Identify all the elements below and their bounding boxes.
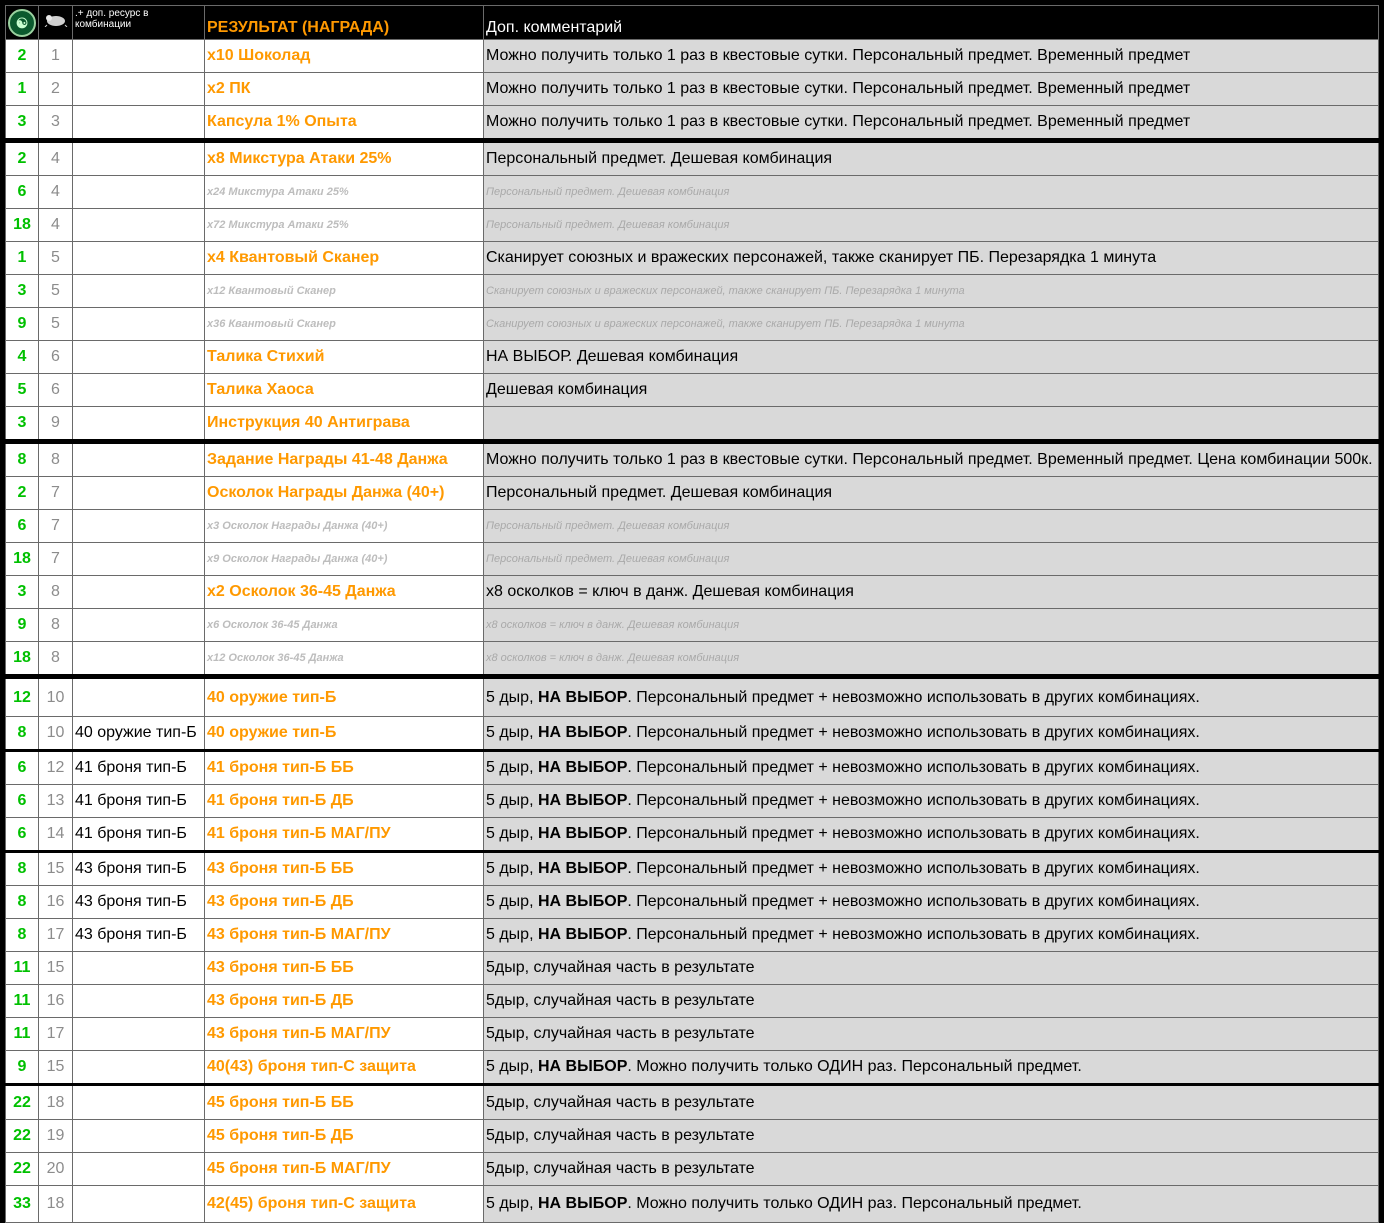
comment-cell: [484, 275, 1379, 308]
comment-cell: [484, 407, 1379, 442]
result-cell: x6 Осколок 36-45 Данжа: [205, 609, 484, 642]
comment-text: 5 дыр,: [486, 926, 538, 943]
comment-choice-label: НА ВЫБОР: [537, 926, 628, 943]
comment-text: Можно получить только 1 раз в квестовые сутки. Персональный предмет. Временный предмет. Цена комбинации 500к.: [486, 451, 1373, 468]
extra-resource-cell: 43 броня тип-Б: [73, 886, 205, 919]
quantity-cell: 6: [6, 510, 39, 543]
index-cell: 4: [39, 176, 73, 209]
comment-cell: [484, 576, 1379, 609]
table-row: [6, 1051, 1379, 1085]
green-emblem-icon: ☯: [8, 9, 36, 37]
index-cell: 12: [39, 751, 73, 785]
extra-resource-cell: 41 броня тип-Б: [73, 751, 205, 785]
index-cell: 18: [39, 1186, 73, 1223]
extra-resource-cell: [73, 1153, 205, 1186]
comment-cell: [484, 1153, 1379, 1186]
comment-text: Сканирует союзных и вражеских персонажей, также сканирует ПБ. Перезарядка 1 минута: [486, 285, 965, 297]
index-cell: 10: [39, 677, 73, 717]
index-cell: 16: [39, 985, 73, 1018]
result-cell: x12 Квантовый Сканер: [205, 275, 484, 308]
comment-text: 5 дыр,: [486, 688, 538, 706]
comment-choice-label: НА ВЫБОР: [537, 860, 628, 877]
comment-cell: [484, 374, 1379, 407]
comment-text-rest: . Персональный предмет + невозможно использовать в других комбинациях.: [627, 688, 1200, 706]
comment-text: x8 осколков = ключ в данж. Дешевая комбинация: [486, 652, 740, 664]
index-cell: 4: [39, 209, 73, 242]
extra-resource-cell: 41 броня тип-Б: [73, 785, 205, 818]
result-cell: 41 броня тип-Б ББ: [205, 751, 484, 785]
comment-choice-label: НА ВЫБОР: [537, 792, 628, 809]
comment-cell: [484, 141, 1379, 176]
result-cell: 40 оружие тип-Б: [205, 717, 484, 751]
table-row: [6, 852, 1379, 886]
result-cell: 43 броня тип-Б МАГ/ПУ: [205, 919, 484, 952]
extra-resource-cell: [73, 242, 205, 275]
comment-text-rest: . Персональный предмет + невозможно использовать в других комбинациях.: [627, 926, 1200, 943]
result-cell: x36 Квантовый Сканер: [205, 308, 484, 341]
comment-cell: [484, 1018, 1379, 1051]
quantity-cell: 18: [6, 543, 39, 576]
comment-text: Сканирует союзных и вражеских персонажей, также сканирует ПБ. Перезарядка 1 минута: [486, 249, 1157, 266]
extra-resource-cell: [73, 985, 205, 1018]
extra-resource-cell: 43 броня тип-Б: [73, 852, 205, 886]
extra-resource-cell: [73, 374, 205, 407]
extra-resource-cell: [73, 308, 205, 341]
index-cell: 7: [39, 543, 73, 576]
table-row: [6, 677, 1379, 717]
table-row: [6, 609, 1379, 642]
extra-resource-cell: [73, 1085, 205, 1120]
result-cell: 43 броня тип-Б МАГ/ПУ: [205, 1018, 484, 1051]
table-row: [6, 141, 1379, 176]
quantity-cell: 8: [6, 442, 39, 477]
table-row: [6, 106, 1379, 141]
comment-text: 5 дыр,: [486, 724, 538, 741]
comment-cell: [484, 609, 1379, 642]
quantity-cell: 1: [6, 73, 39, 106]
comment-cell: [484, 717, 1379, 751]
result-cell: 43 броня тип-Б ББ: [205, 952, 484, 985]
index-cell: 17: [39, 919, 73, 952]
comment-cell: [484, 1085, 1379, 1120]
comment-cell: [484, 176, 1379, 209]
header-beetle-cell: [39, 6, 73, 40]
result-cell: x9 Осколок Награды Данжа (40+): [205, 543, 484, 576]
table-body: [6, 40, 1379, 1223]
table-row: [6, 1018, 1379, 1051]
extra-resource-cell: [73, 1186, 205, 1223]
result-cell: Талика Стихий: [205, 341, 484, 374]
result-cell: Талика Хаоса: [205, 374, 484, 407]
result-cell: x2 ПК: [205, 73, 484, 106]
table-row: [6, 1153, 1379, 1186]
result-cell: Капсула 1% Опыта: [205, 106, 484, 141]
table-row: [6, 543, 1379, 576]
result-cell: 41 броня тип-Б ДБ: [205, 785, 484, 818]
quantity-cell: 9: [6, 1051, 39, 1085]
table-row: [6, 919, 1379, 952]
result-cell: 43 броня тип-Б ДБ: [205, 886, 484, 919]
quantity-cell: 3: [6, 106, 39, 141]
comment-text: Персональный предмет. Дешевая комбинация: [486, 219, 730, 231]
comment-text: x8 осколков = ключ в данж. Дешевая комбинация: [486, 583, 854, 600]
comment-text: 5 дыр,: [486, 860, 538, 877]
table-row: [6, 785, 1379, 818]
comment-text: Персональный предмет. Дешевая комбинация: [486, 520, 730, 532]
result-cell: x3 Осколок Награды Данжа (40+): [205, 510, 484, 543]
comment-text: Можно получить только 1 раз в квестовые сутки. Персональный предмет. Временный предмет: [486, 113, 1191, 130]
comment-choice-label: НА ВЫБОР: [537, 825, 628, 842]
index-cell: 20: [39, 1153, 73, 1186]
extra-resource-cell: 41 броня тип-Б: [73, 818, 205, 852]
comment-choice-label: НА ВЫБОР: [537, 1195, 628, 1212]
comment-cell: [484, 1120, 1379, 1153]
extra-resource-cell: [73, 1018, 205, 1051]
table-row: [6, 407, 1379, 442]
comment-choice-label: НА ВЫБОР: [537, 724, 628, 741]
comment-cell: [484, 677, 1379, 717]
index-cell: 15: [39, 852, 73, 886]
result-cell: 45 броня тип-Б ББ: [205, 1085, 484, 1120]
table-row: [6, 341, 1379, 374]
extra-resource-cell: [73, 442, 205, 477]
comment-cell: [484, 1051, 1379, 1085]
comment-cell: [484, 642, 1379, 677]
result-cell: 40 оружие тип-Б: [205, 677, 484, 717]
quantity-cell: 6: [6, 176, 39, 209]
table-row: [6, 308, 1379, 341]
index-cell: 1: [39, 40, 73, 73]
comment-cell: [484, 952, 1379, 985]
index-cell: 7: [39, 510, 73, 543]
index-cell: 4: [39, 141, 73, 176]
index-cell: 5: [39, 275, 73, 308]
table-row: [6, 477, 1379, 510]
comment-choice-label: НА ВЫБОР: [537, 1058, 628, 1075]
table-row: [6, 510, 1379, 543]
extra-resource-cell: [73, 510, 205, 543]
comment-cell: [484, 209, 1379, 242]
comment-text: 5дыр, случайная часть в результате: [486, 1093, 755, 1111]
index-cell: 8: [39, 642, 73, 677]
comment-text: Дешевая комбинация: [486, 381, 648, 398]
extra-resource-cell: [73, 407, 205, 442]
comment-text-rest: . Персональный предмет + невозможно использовать в других комбинациях.: [627, 759, 1200, 776]
index-cell: 5: [39, 242, 73, 275]
comment-text: НА ВЫБОР. Дешевая комбинация: [486, 348, 739, 365]
quantity-cell: 11: [6, 985, 39, 1018]
index-cell: 16: [39, 886, 73, 919]
comment-text: 5дыр, случайная часть в результате: [486, 1160, 755, 1177]
table-row: [6, 886, 1379, 919]
extra-resource-cell: [73, 275, 205, 308]
table-row: [6, 442, 1379, 477]
extra-resource-cell: [73, 73, 205, 106]
comment-cell: [484, 477, 1379, 510]
index-cell: 19: [39, 1120, 73, 1153]
quantity-cell: 12: [6, 677, 39, 717]
table-row: [6, 952, 1379, 985]
extra-resource-cell: [73, 543, 205, 576]
comment-text-rest: . Можно получить только ОДИН раз. Персональный предмет.: [627, 1058, 1082, 1075]
comment-text: Сканирует союзных и вражеских персонажей, также сканирует ПБ. Перезарядка 1 минута: [486, 318, 965, 330]
quantity-cell: 33: [6, 1186, 39, 1223]
combination-table: [5, 5, 1379, 1223]
index-cell: 18: [39, 1085, 73, 1120]
table-row: [6, 576, 1379, 609]
quantity-cell: 3: [6, 576, 39, 609]
result-cell: 41 броня тип-Б МАГ/ПУ: [205, 818, 484, 852]
result-cell: Осколок Награды Данжа (40+): [205, 477, 484, 510]
comment-text-rest: . Персональный предмет + невозможно использовать в других комбинациях.: [627, 860, 1200, 877]
comment-text: Можно получить только 1 раз в квестовые сутки. Персональный предмет. Временный предмет: [486, 80, 1191, 97]
table-row: [6, 209, 1379, 242]
table-row: [6, 40, 1379, 73]
index-cell: 14: [39, 818, 73, 852]
result-cell: x12 Осколок 36-45 Данжа: [205, 642, 484, 677]
quantity-cell: 3: [6, 275, 39, 308]
quantity-cell: 11: [6, 1018, 39, 1051]
comment-text: Персональный предмет. Дешевая комбинация: [486, 553, 730, 565]
extra-resource-cell: [73, 576, 205, 609]
extra-resource-cell: [73, 106, 205, 141]
comment-text: 5 дыр,: [486, 1058, 538, 1075]
comment-text-rest: . Персональный предмет + невозможно использовать в других комбинациях.: [627, 825, 1200, 842]
comment-text-rest: . Персональный предмет + невозможно использовать в других комбинациях.: [627, 893, 1200, 910]
extra-resource-cell: 40 оружие тип-Б: [73, 717, 205, 751]
comment-choice-label: НА ВЫБОР: [537, 688, 628, 706]
extra-resource-cell: [73, 176, 205, 209]
comment-text: Персональный предмет. Дешевая комбинация: [486, 186, 730, 198]
table-row: [6, 717, 1379, 751]
index-cell: 8: [39, 609, 73, 642]
result-cell: 45 броня тип-Б ДБ: [205, 1120, 484, 1153]
result-cell: x2 Осколок 36-45 Данжа: [205, 576, 484, 609]
index-cell: 17: [39, 1018, 73, 1051]
header-comment: Доп. комментарий: [484, 6, 1379, 40]
extra-resource-cell: [73, 341, 205, 374]
comment-text: 5 дыр,: [486, 759, 538, 776]
extra-resource-cell: [73, 209, 205, 242]
extra-resource-cell: [73, 477, 205, 510]
index-cell: 8: [39, 442, 73, 477]
table-row: [6, 818, 1379, 852]
comment-cell: [484, 510, 1379, 543]
comment-text: 5дыр, случайная часть в результате: [486, 959, 755, 976]
index-cell: 9: [39, 407, 73, 442]
comment-text: 5дыр, случайная часть в результате: [486, 1127, 755, 1144]
comment-cell: [484, 886, 1379, 919]
extra-resource-cell: [73, 952, 205, 985]
table-row: [6, 73, 1379, 106]
comment-cell: [484, 543, 1379, 576]
table-row: [6, 1186, 1379, 1223]
quantity-cell: 8: [6, 717, 39, 751]
comment-text-rest: . Персональный предмет + невозможно использовать в других комбинациях.: [627, 724, 1200, 741]
comment-cell: [484, 818, 1379, 852]
quantity-cell: 3: [6, 407, 39, 442]
extra-resource-cell: [73, 1051, 205, 1085]
comment-text: 5 дыр,: [486, 792, 538, 809]
table-row: [6, 751, 1379, 785]
table-row: [6, 1085, 1379, 1120]
index-cell: 7: [39, 477, 73, 510]
index-cell: 15: [39, 1051, 73, 1085]
quantity-cell: 22: [6, 1153, 39, 1186]
comment-choice-label: НА ВЫБОР: [537, 759, 628, 776]
result-cell: 45 броня тип-Б МАГ/ПУ: [205, 1153, 484, 1186]
extra-resource-cell: [73, 1120, 205, 1153]
comment-text: 5 дыр,: [486, 825, 538, 842]
quantity-cell: 18: [6, 642, 39, 677]
comment-cell: [484, 442, 1379, 477]
comment-text: x8 осколков = ключ в данж. Дешевая комбинация: [486, 619, 740, 631]
table-row: [6, 242, 1379, 275]
index-cell: 10: [39, 717, 73, 751]
extra-resource-cell: [73, 642, 205, 677]
index-cell: 6: [39, 341, 73, 374]
comment-cell: [484, 106, 1379, 141]
result-cell: Задание Награды 41-48 Данжа: [205, 442, 484, 477]
comment-cell: [484, 341, 1379, 374]
comment-cell: [484, 751, 1379, 785]
result-cell: x10 Шоколад: [205, 40, 484, 73]
index-cell: 15: [39, 952, 73, 985]
comment-text: 5 дыр,: [486, 1195, 538, 1212]
quantity-cell: 4: [6, 341, 39, 374]
result-cell: Инструкция 40 Антиграва: [205, 407, 484, 442]
comment-cell: [484, 919, 1379, 952]
comment-text: Персональный предмет. Дешевая комбинация: [486, 150, 833, 167]
comment-text: 5 дыр,: [486, 893, 538, 910]
index-cell: 3: [39, 106, 73, 141]
quantity-cell: 6: [6, 785, 39, 818]
comment-text-rest: . Можно получить только ОДИН раз. Персональный предмет.: [627, 1195, 1082, 1212]
result-cell: x4 Квантовый Сканер: [205, 242, 484, 275]
quantity-cell: 11: [6, 952, 39, 985]
header-row: [6, 6, 1379, 40]
comment-cell: [484, 785, 1379, 818]
quantity-cell: 9: [6, 308, 39, 341]
index-cell: 6: [39, 374, 73, 407]
quantity-cell: 9: [6, 609, 39, 642]
quantity-cell: 5: [6, 374, 39, 407]
result-cell: 42(45) броня тип-С защита: [205, 1186, 484, 1223]
quantity-cell: 18: [6, 209, 39, 242]
table-row: [6, 374, 1379, 407]
extra-resource-cell: 43 броня тип-Б: [73, 919, 205, 952]
index-cell: 13: [39, 785, 73, 818]
table-row: [6, 275, 1379, 308]
comment-cell: [484, 1186, 1379, 1223]
quantity-cell: 8: [6, 852, 39, 886]
extra-resource-cell: [73, 141, 205, 176]
quantity-cell: 1: [6, 242, 39, 275]
extra-resource-cell: [73, 677, 205, 717]
quantity-cell: 22: [6, 1120, 39, 1153]
index-cell: 2: [39, 73, 73, 106]
comment-text: Персональный предмет. Дешевая комбинация: [486, 484, 833, 501]
result-cell: 43 броня тип-Б ББ: [205, 852, 484, 886]
index-cell: 5: [39, 308, 73, 341]
header-extra-resource: .+ доп. ресурс в комбинации: [73, 6, 205, 40]
quantity-cell: 6: [6, 818, 39, 852]
result-cell: x24 Микстура Атаки 25%: [205, 176, 484, 209]
result-cell: 43 броня тип-Б ДБ: [205, 985, 484, 1018]
header-result: РЕЗУЛЬТАТ (НАГРАДА): [205, 6, 484, 40]
quantity-cell: 8: [6, 919, 39, 952]
header-emblem-cell: [6, 6, 39, 40]
extra-resource-cell: [73, 40, 205, 73]
quantity-cell: 2: [6, 477, 39, 510]
table-row: [6, 176, 1379, 209]
result-cell: x72 Микстура Атаки 25%: [205, 209, 484, 242]
comment-text: 5дыр, случайная часть в результате: [486, 992, 755, 1009]
comment-cell: [484, 242, 1379, 275]
table-row: [6, 985, 1379, 1018]
quantity-cell: 8: [6, 886, 39, 919]
table-row: [6, 642, 1379, 677]
index-cell: 8: [39, 576, 73, 609]
result-cell: 40(43) броня тип-С защита: [205, 1051, 484, 1085]
comment-text-rest: . Персональный предмет + невозможно использовать в других комбинациях.: [627, 792, 1200, 809]
quantity-cell: 2: [6, 40, 39, 73]
table-row: [6, 1120, 1379, 1153]
extra-resource-cell: [73, 609, 205, 642]
comment-choice-label: НА ВЫБОР: [537, 893, 628, 910]
comment-cell: [484, 73, 1379, 106]
beetle-icon: [44, 13, 68, 27]
quantity-cell: 22: [6, 1085, 39, 1120]
quantity-cell: 2: [6, 141, 39, 176]
comment-cell: [484, 852, 1379, 886]
comment-cell: [484, 40, 1379, 73]
comment-cell: [484, 308, 1379, 341]
comment-text: 5дыр, случайная часть в результате: [486, 1025, 755, 1042]
comment-text: Можно получить только 1 раз в квестовые сутки. Персональный предмет. Временный предмет: [486, 47, 1191, 64]
quantity-cell: 6: [6, 751, 39, 785]
comment-cell: [484, 985, 1379, 1018]
result-cell: x8 Микстура Атаки 25%: [205, 141, 484, 176]
